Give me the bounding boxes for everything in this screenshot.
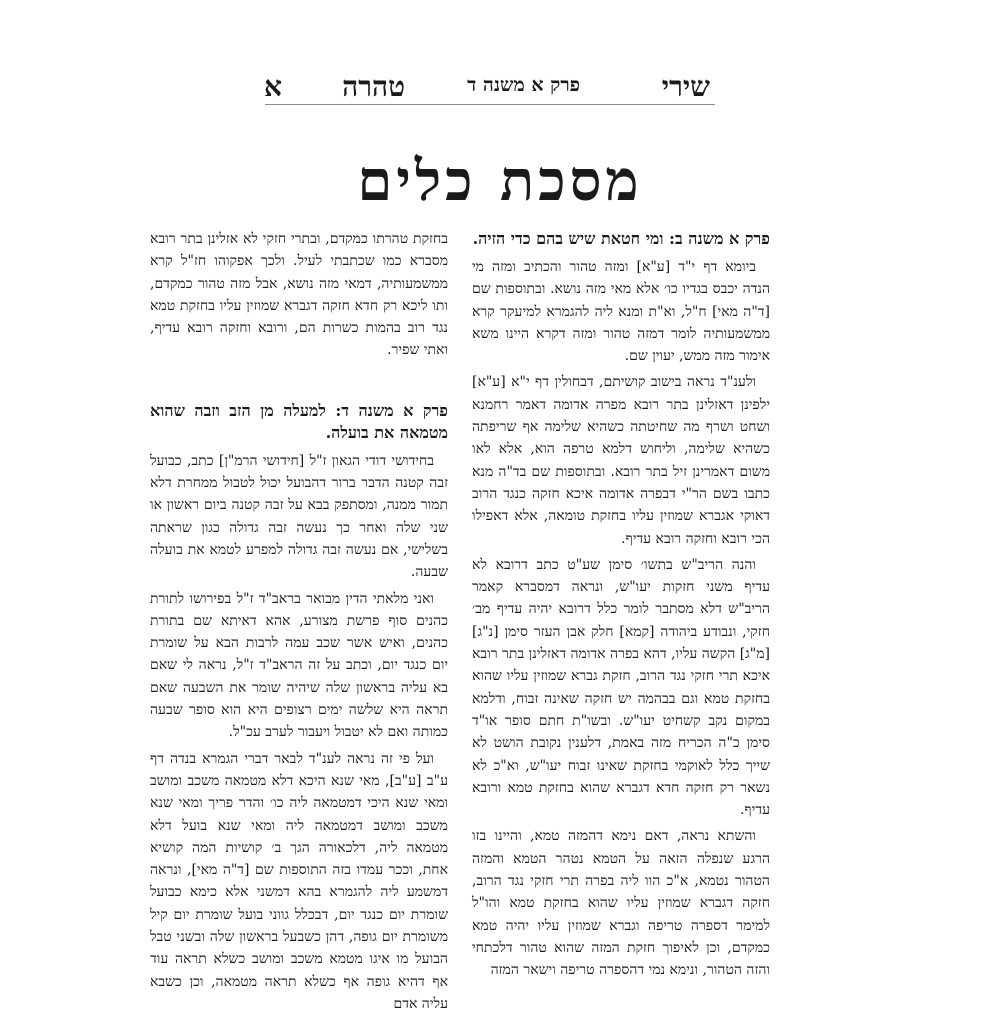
header-location: פרק א משנה ד xyxy=(467,74,580,96)
paragraph: והשתא נראה, דאם נימא דהמזה טמא, והיינו בזו הרגע שנפלה הזאה על הטמא נטהר הטמא והמזה הטהור נטמא, א"כ הוו ליה בפרה תרי חזקי נגד הרוב, חזקה דגברא שמוזין עליו שהוא בחזקת טמא והו"ל למימר דספרה טריפה וגברא שמוזין עליו יהיה טמא כמקדם, וכן לאיפוך חזקת המזה שהוא טהור דלכתחי והזה הטהור, ונימא נמי דהספרה טריפה וישאר המזה xyxy=(472,828,770,979)
paragraph: בחזקת טהרתו כמקדם, ובתרי חזקי לא אזלינן בתר רובא מסברא כמו שכתבתי לעיל. ולכך אפקוהו חז"ל קרא ממשמעותיה, דמאי מזה נושא, אבל מזה טהור כמקדם, ותו ליכא רק חדא חזקה דגברא שמוזין עליו בחזקת טמא נגד רוב בהמות כשרות הם, ורובא וחזקה רובא עדיף, ואתי שפיר. xyxy=(150,231,448,359)
section-gap xyxy=(150,366,448,400)
section-heading: פרק א משנה ב: ומי חטאת שיש בהם כדי הזיה. xyxy=(472,229,770,248)
right-column xyxy=(472,228,770,979)
paragraph: והנה הריב"ש בתשו׳ סימן שע"ט כתב דרובא לא עדיף משני חזקות יעו"ש, ונראה דמסברא קאמר הריב"ש דלא מסתבר לומר כלל דרובא יהיה עדיף מב׳ חזקי, ונבודע ביהודה [קמא] חלק אבן העזר סימן [נ"ג] [מ"ג] הקשה עליו, דהא בפרה אדומה דאזלינן בתר רובא איכא תרי חזקי נגד הרוב, חזקת גברא שמוזין עליו שהוא בחזקת טמא וגם בבהמה יש חזקה שאינה זבוח, ודלמא במקום נקב קשחיט יעו"ש. ובשו"ת חתם סופר או"ד סימן כ"ה הכריח מזה באמת, דלענין נקובת הושט לא שייך כלל לאוקמי בחזקת שאינו זבוח יעו"ש, וא"כ לא נשאר רק חזקה חדא דגברא שהוא בחזקת טמא ורובא עדיף. xyxy=(472,556,770,819)
tractate-title: מסכת כלים xyxy=(357,148,643,214)
paragraph: ואני מלאתי הדין מבואר בראב"ד ז"ל בפירושו לתורת כהנים סוף פרשת מצורע, אהא דאיתא שם בתורת כהנים, ואיש אשר שכב עמה לרבות הבא על שומרת יום כנגד יום, וכתב על זה הראב"ד ז"ל, נראה לי שאם בא עליה בראשון שלה שיהיה שומר את השבעה שאם תראה היא שלשה ימים רצופים היא הוא סופר שבעה כמותה ואם לא יטבול ויעבור לערב עכ"ל. xyxy=(150,590,448,741)
running-header xyxy=(0,62,1000,102)
header-rule xyxy=(265,104,715,105)
paragraph: בחידושי דודי הגאון ז"ל [חידושי הרמ"ן] כתב, כבועל זבה קטנה הדבר ברור דהבועל יכול לטבול ממחרת דלא תמור ממנה, ומסתפק בבא על זבה קטנה ביום ראשון או שני שלה ואחר כך נעשה זבה גדולה כגון שראתה בשלישי, אם נעשה זבה גדולה למפרע לטמא את בועלה שבעה. xyxy=(150,452,448,581)
header-left-word: שירי xyxy=(661,70,710,103)
paragraph: ועל פי זה נראה לענ"ד לבאר דברי הגמרא בנדה דף ע"ב [ע"ב], מאי שנא היכא דלא מטמאה משכב ומושב ומאי שנא היכי דמטמאה ליה כו׳ והדר פריך ומאי שנא משכב ומושב דמטמאה ליה ומאי שנא בועל דלא מטמאה ליה, דלכאורה הגך ב׳ קושיות המה קושיא אחת, וככר עמדו בזה התוספות שם [ד"ה מאי], ונראה דמשמע ליה להגמרא בהא דמשני אלא כימא כבועל שומרת יום כנגד יום, דבכלל גווני בועל שומרת יום קיל משומרת יום גופה, דהן כשבעל בראשון שלה ובשני טבל הבועל מו איגו מטמא משכב ומושב כשלא תראה עוד אף דהיא גופה אף כשלא תראה מטמאה, וכן כשבא עליה אדם xyxy=(150,750,448,1012)
paragraph: ביומא דף י"ד [ע"א] ומזה טהור והכתיב ומזה מי הנדה יכבס בגדיו כו׳ אלא מאי מזה נושא. ובתוספות שם [ד"ה מאי] ח"ל, וא"ת ומנא ליה להגמרא למיעקר קרא ממשמעותיה לומר דמזה טהור ומזה דקרא היינו משא אימור מזה ממש, יעוין שם. xyxy=(472,259,770,365)
section-heading: פרק א משנה ד: למעלה מן הזב וזבה שהוא מטמאה את בועלה. xyxy=(150,400,448,442)
paragraph: ולענ"ד נראה בישוב קושיתם, דבחולין דף י"א [ע"א] ילפינן דאזלינן בתר רובא מפרה אדומה דאמר רחמנא ושחט ושרף מה שחיטתה כשהיא שלימה אף שריפתה כשהיא שלימה, וליחוש דלמא טרפה הוא, אלא לאו משום דאמרינן זיל בתר רובא. ובתוספות שם בד"ה מנא כתבו בשם הר"י דבפרה אדומה איכא חזקה כנגד הרוב דאוקי אגברא שמוזין עליו בחזקת טומאה, אלא דאפילו הכי רובא וחזקה רובא עדיף. xyxy=(472,374,770,547)
header-page-letter: א xyxy=(264,70,282,103)
left-column xyxy=(150,228,448,1012)
header-book: טהרה xyxy=(342,70,405,103)
